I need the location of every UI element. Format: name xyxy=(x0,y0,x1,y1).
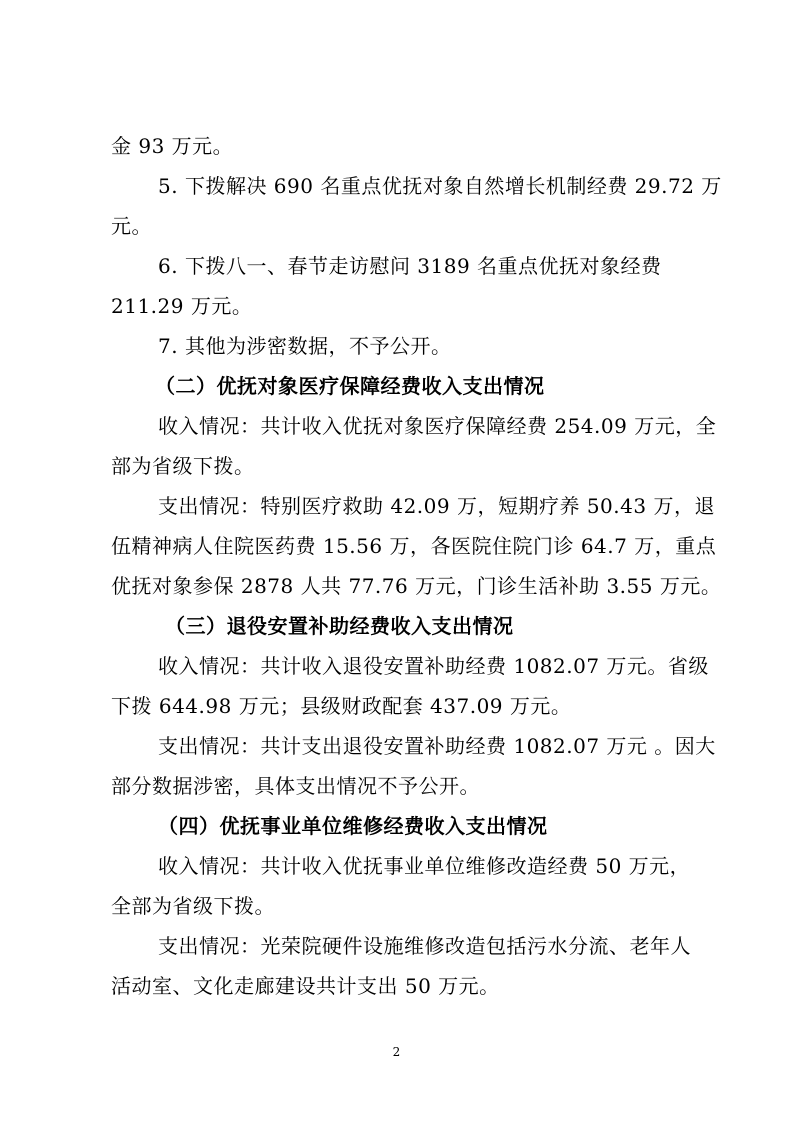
income-paragraph-4: 收入情况：共计收入优抚事业单位维修改造经费 50 万元， xyxy=(158,854,691,878)
text-line: 活动室、文化走廊建设共计支出 50 万元。 xyxy=(111,974,500,998)
section-heading-2: （二）优抚对象医疗保障经费收入支出情况 xyxy=(155,374,545,398)
text-line: 211.29 万元。 xyxy=(111,294,253,318)
text-line: 部为省级下拨。 xyxy=(111,454,255,478)
expense-paragraph-3: 支出情况：共计支出退役安置补助经费 1082.07 万元 。因大 xyxy=(158,734,716,758)
list-item-6: 6. 下拨八一、春节走访慰问 3189 名重点优抚对象经费 xyxy=(158,254,662,278)
income-paragraph-2: 收入情况：共计收入优抚对象医疗保障经费 254.09 万元，全 xyxy=(158,414,717,438)
expense-paragraph-4: 支出情况：光荣院硬件设施维修改造包括污水分流、老年人 xyxy=(158,934,691,958)
text-line: 全部为省级下拨。 xyxy=(111,894,275,918)
list-item-7: 7. 其他为涉密数据，不予公开。 xyxy=(158,334,452,358)
text-line: 金 93 万元。 xyxy=(111,134,234,158)
section-heading-4: （四）优抚事业单位维修经费收入支出情况 xyxy=(158,814,548,838)
income-paragraph-3: 收入情况：共计收入退役安置补助经费 1082.07 万元。省级 xyxy=(158,654,709,678)
text-line: 优抚对象参保 2878 人共 77.76 万元，门诊生活补助 3.55 万元。 xyxy=(111,574,722,598)
text-line: 下拨 644.98 万元；县级财政配套 437.09 万元。 xyxy=(111,694,572,718)
section-heading-3: （三）退役安置补助经费收入支出情况 xyxy=(165,614,514,638)
expense-paragraph-2: 支出情况：特别医疗救助 42.09 万，短期疗养 50.43 万，退 xyxy=(158,494,715,518)
text-line: 元。 xyxy=(111,214,152,238)
page-number: 2 xyxy=(392,1045,401,1059)
text-line: 伍精神病人住院医药费 15.56 万，各医院住院门诊 64.7 万，重点 xyxy=(111,534,717,558)
text-line: 部分数据涉密，具体支出情况不予公开。 xyxy=(111,774,480,798)
list-item-5: 5. 下拨解决 690 名重点优抚对象自然增长机制经费 29.72 万 xyxy=(158,174,722,198)
